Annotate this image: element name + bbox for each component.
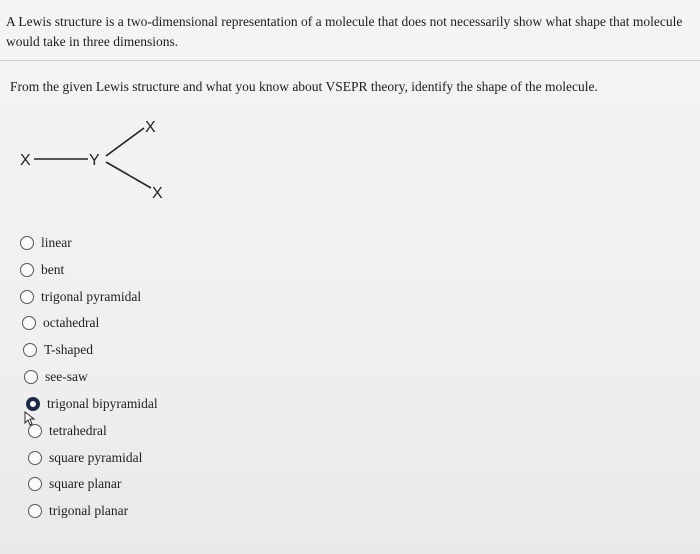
radio-button[interactable] <box>20 263 34 277</box>
atom-x-upper: X <box>145 119 156 136</box>
option-trigonal-planar[interactable] <box>28 503 128 519</box>
radio-button[interactable] <box>20 236 34 250</box>
radio-button[interactable] <box>28 504 42 518</box>
option-label: square planar <box>49 476 122 491</box>
radio-button[interactable] <box>24 370 38 384</box>
option-square-planar[interactable] <box>28 476 121 492</box>
radio-button[interactable] <box>20 290 34 304</box>
option-label: bent <box>41 262 65 277</box>
divider <box>0 60 700 61</box>
option-tetrahedral[interactable] <box>28 423 107 439</box>
option-label: octahedral <box>43 315 100 330</box>
option-label: linear <box>41 235 72 250</box>
atom-x-lower: X <box>152 185 163 202</box>
option-square-pyramidal[interactable] <box>28 450 142 466</box>
option-octahedral[interactable] <box>22 315 99 331</box>
radio-button[interactable] <box>22 316 36 330</box>
option-label: tetrahedral <box>49 423 107 438</box>
atom-y-center: Y <box>89 152 100 169</box>
option-label: T-shaped <box>44 342 93 357</box>
option-linear[interactable] <box>20 235 72 251</box>
bond-y-x-lower <box>106 162 151 188</box>
option-bent[interactable] <box>20 262 64 278</box>
option-label: trigonal pyramidal <box>41 289 142 304</box>
option-label: trigonal planar <box>49 503 129 518</box>
bond-y-x-upper <box>106 128 144 156</box>
question-prompt: From the given Lewis structure and what you know about VSEPR theory, identify the shape of the molecule. <box>10 79 598 94</box>
radio-button[interactable] <box>28 477 42 491</box>
lewis-structure-diagram <box>18 110 188 210</box>
radio-button[interactable] <box>23 343 37 357</box>
radio-button[interactable] <box>28 451 42 465</box>
option-trigonal-bipyramidal[interactable] <box>26 396 158 412</box>
option-see-saw[interactable] <box>24 369 88 385</box>
atom-x-left: X <box>20 152 31 169</box>
question-intro: A Lewis structure is a two-dimensional representation of a molecule that does not necessarily show what shape that molecule would take in three dimensions. <box>6 14 683 49</box>
option-t-shaped[interactable] <box>23 342 93 358</box>
mouse-pointer-icon <box>24 411 36 427</box>
option-label: see-saw <box>45 369 88 384</box>
option-label: trigonal bipyramidal <box>47 396 158 411</box>
option-label: square pyramidal <box>49 450 143 465</box>
option-trigonal-pyramidal[interactable] <box>20 289 141 305</box>
radio-button[interactable] <box>26 397 40 411</box>
